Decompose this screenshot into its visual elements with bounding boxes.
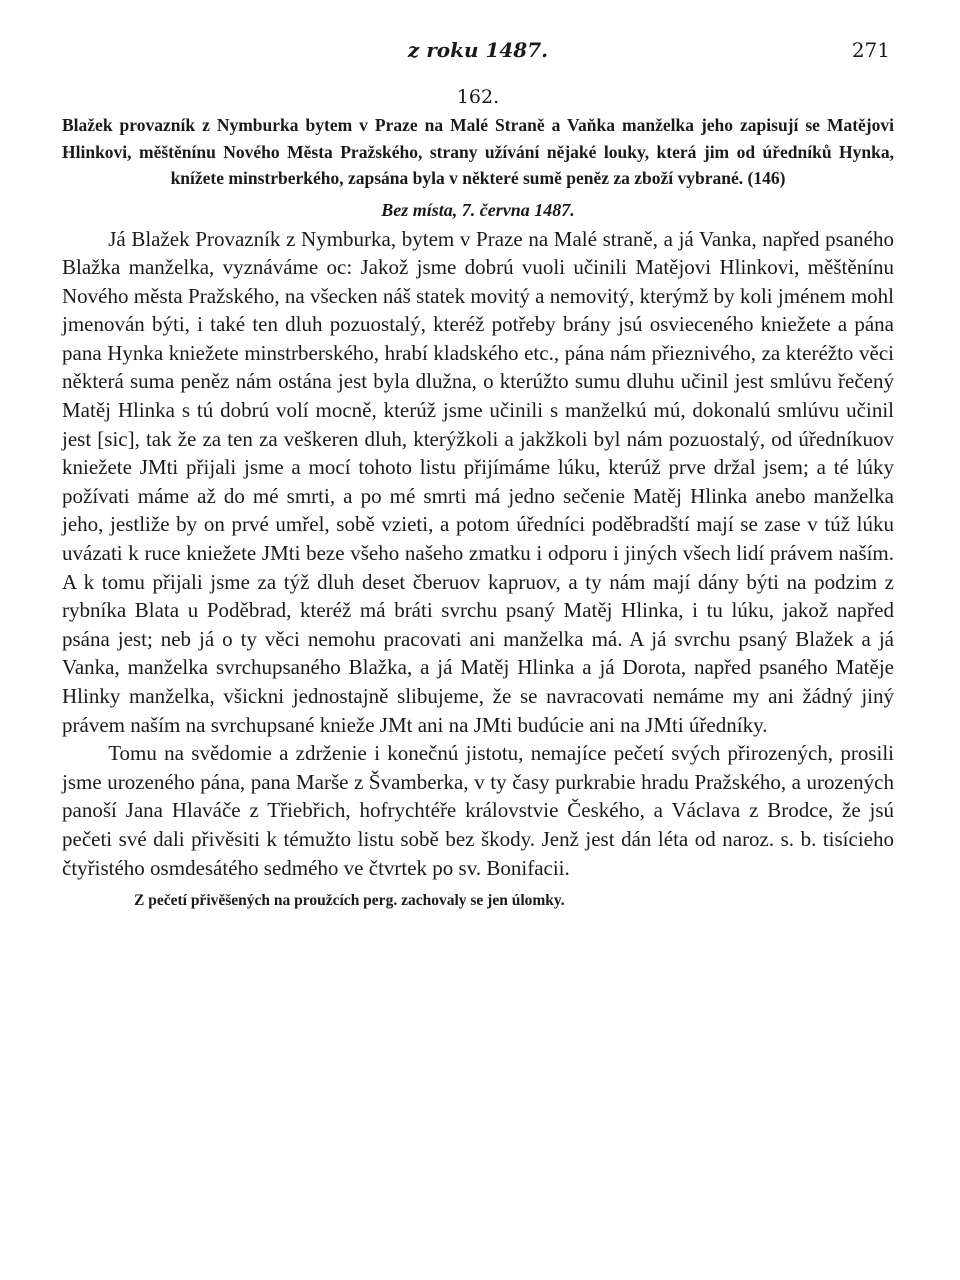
page-number: 271 [851,38,890,62]
charter-paragraph: Já Blažek Provazník z Nymburka, bytem v Praze na Malé straně, a já Vanka, napřed psaného Blažka manželka, vyznáváme oc: Jakož jsme dobrú vuoli učinili Matějovi Hlinkovi, měštěnínu Nového města Pražského, na všecken náš statek movitý a nemovitý, kterýmž by koli jménem mohl jmenován býti, i také ten dluh pozuostalý, kteréž potřeby brány jsú osvieceného kniežete a pána pana Hynka kniežete minstrberského, hrabí kladského etc., pána nám přieznivého, za kteréžto věci některá suma peněz nám ostána jest byla dlužna, o kterúžto sumu dluhu učinil jest smlúvu řečený Matěj Hlinka s tú dobrú volí mocně, kterúž jsme učinili s manželkú mú, dokonalú smlúvu učinil jest [sic], tak že za ten za veškeren dluh, kterýžkoli a jakžkoli byl nám pozuostalý, od úředníkuov kniežete JMti přijali jsme a mocí tohoto listu přijímáme lúku, kterúž prve držal jsem; a té lúky požívati máme až do mé smrti, a po mé smrti má jedno sečenie Matěj Hlinka anebo manželka jeho, jestliže by on prvé umřel, sobě vzieti, a potom úředníci poděbradští mají se zase v túž lúku uvázati k ruce kniežete JMti beze všeho našeho zmatku i odporu i jiných všech lidí právem naším. A k tomu přijali jsme za týž dluh deset čberuov kapruov, a ty nám mají dány býti na podzim z rybníka Blata u Poděbrad, kteréž má bráti svrchu psaný Matěj Hlinka, i tu lúku, jakož napřed psána jest; neb já o ty věci nemohu pracovati ani manželka má. A já svrchu psaný Blažek a já Vanka, manželka svrchupsaného Blažka, a já Matěj Hlinka a já Dorota, napřed psaného Matěje Hlinky manželka, všickni jednostajně slibujeme, že se navracovati nemáme my ani žádný jiný právem naším na svrchupsané knieže JMt ani na JMti budúcie ani na JMti úředníky. [62,226,894,737]
seal-note: Z pečetí přivěšených na proužcích perg. zachovaly se jen úlomky. [134,892,565,910]
regest-summary: Blažek provazník z Nymburka bytem v Praze na Malé Straně a Vaňka manželka jeho zapisují se Matějovi Hlinkovi, měštěnínu Nového Města Pražského, strany užívání nějaké louky, která jim od úředníků Hynka, knížete minstrberkého, zapsána byla v některé sumě peněz za zboží vybrané. (146) [62,115,894,188]
document-number: 162. [456,86,500,108]
document-dating: Bez místa, 7. června 1487. [381,199,575,220]
running-title: z roku 1487. [407,38,549,62]
page [62,38,894,910]
running-head [62,38,894,72]
charter-paragraph: Tomu na svědomie a zdrženie i konečnú jistotu, nemajíce pečetí svých přirozených, prosili jsme urozeného pána, pana Marše z Švamberka, v ty časy purkrabie hradu Pražského, a urozených panoší Jana Hlaváče z Třiebřich, hofrychtéře královstvie Českého, a Václava z Brodce, že jsú pečeti své dali přivěsiti k témužto listu sobě bez škody. Jenž jest dán léta od naroz. s. b. tisícieho čtyřistého osmdesátého sedmého ve čtvrtek po sv. Bonifacii. [62,741,894,880]
